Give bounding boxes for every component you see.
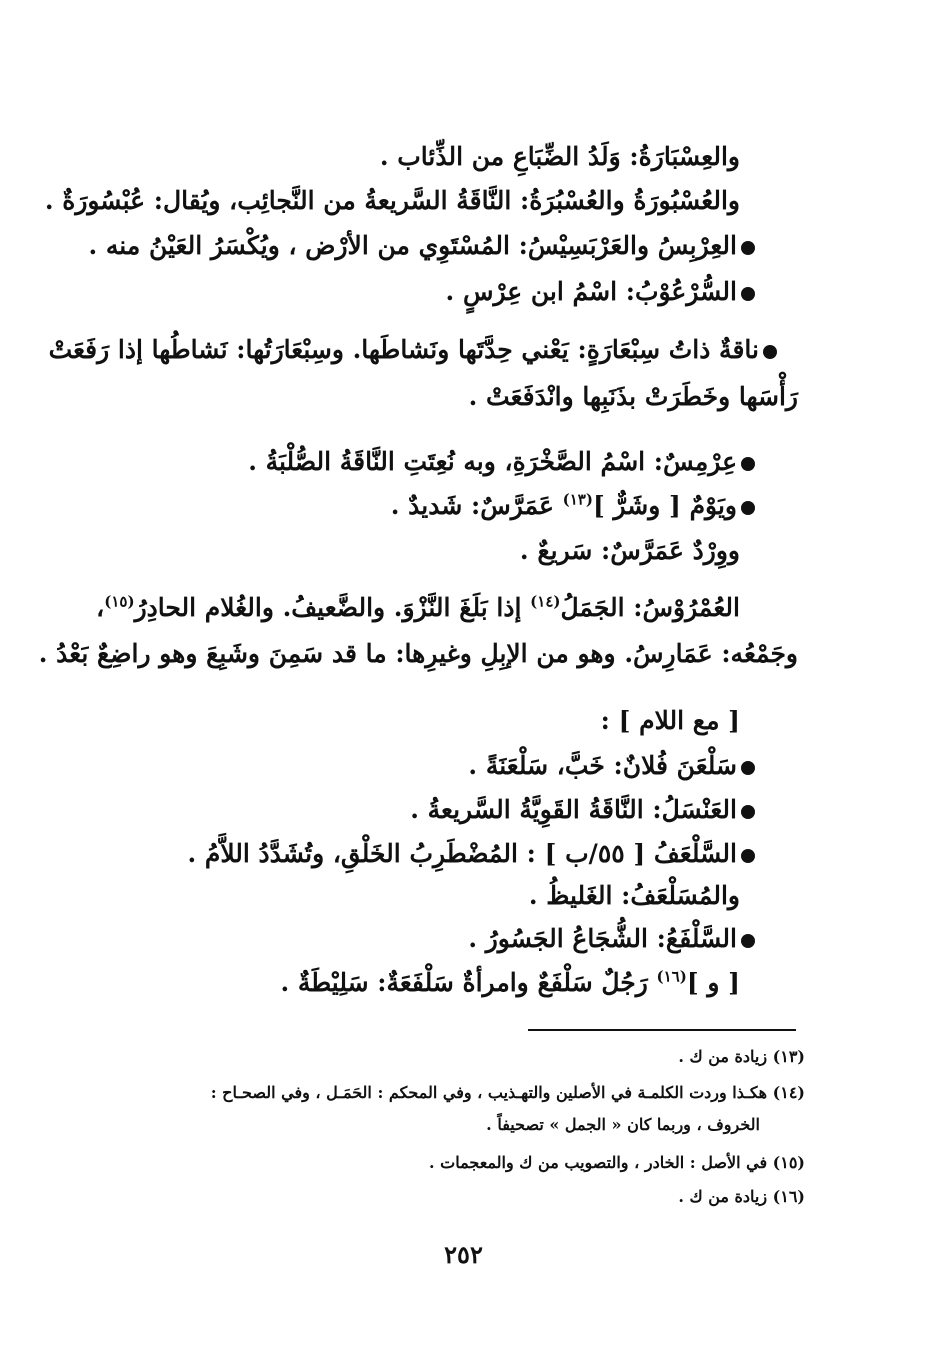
footnote: (١٥) في الأصل : الخادر ، والتصويب من ك والمعجمات . [429, 1153, 805, 1172]
entry-line: السُّرْعُوْبُ: اسْمُ ابن عِرْسٍ . [446, 272, 755, 312]
entry-line: رَأْسَها وخَطَرَتْ بذَنَبِها وانْدَفَعَتْ . [468, 382, 798, 411]
bullet-icon [741, 457, 755, 471]
footnote: (١٣) زيادة من ك . [678, 1047, 805, 1066]
footnote-ref: (١٣) [562, 490, 593, 509]
entry-line: ويَوْمٌ [ وشَرٌّ ]$^{(١٣)}$ عَمَرَّسٌ: شَديدٌ . [391, 486, 755, 526]
bullet-icon [741, 805, 755, 819]
footnote-ref: (١٦) [656, 967, 687, 986]
footnote-ref: (١٥) [104, 592, 135, 611]
entry-line: سَلْعَنَ فُلانٌ: خَبَّ، سَلْعَنَةً . [468, 746, 755, 786]
footnote: الخروف ، وربما كان « الجمل » تصحيفاً . [486, 1115, 760, 1134]
footnote: (١٤) هكـذا وردت الكلمـة في الأصلين والتهـذيب ، وفي المحكم : الحَمَـل ، وفي الصحـاح : [210, 1083, 805, 1102]
bullet-icon [741, 241, 755, 255]
footnote: (١٦) زيادة من ك . [678, 1187, 805, 1206]
bullet-icon [741, 849, 755, 863]
bullet-icon [741, 934, 755, 948]
entry-line: العِرْبِسُ والعَرْبَسِيْسُ: المُسْتَوِي من الأرْض ، ويُكْسَرُ العَيْنُ منه . [89, 226, 756, 266]
footnote-ref: (١٤) [530, 592, 561, 611]
section-heading: [ مع اللام ] : [600, 706, 740, 735]
entry-line: والعُسْبُورَةُ والعُسْبُرَةُ: النَّاقَةُ السَّريعةُ من النَّجائِب، ويُقال: عُبْسُورَةٌ . [44, 186, 740, 215]
entry-line: العَنْسَلُ: النَّاقَةُ القَوِيَّةُ السَّريعةُ . [410, 790, 755, 830]
entry-line: السَّلْفَعُ: الشُّجَاعُ الجَسُورُ . [468, 919, 755, 959]
footnote-separator [528, 1029, 796, 1031]
bullet-icon [741, 501, 755, 515]
entry-line: ووِرْدٌ عَمَرَّسٌ: سَريعٌ . [519, 536, 740, 565]
bullet-icon [741, 287, 755, 301]
entry-line: ناقةٌ ذاتُ سِبْعَارَةٍ: يَعْني حِدَّتَها ونَشاطَها. وسِبْعَارَتُها: نَشاطُها إذا رَفَعَتْ [49, 330, 777, 370]
page-number: ٢٥٢ [444, 1240, 483, 1269]
bullet-icon [763, 345, 777, 359]
entry-line: [ و ]$^{(١٦)}$ رَجُلٌ سَلْفَعٌ وامرأةٌ سَلْفَعَةٌ: سَلِيْطَةٌ . [280, 967, 740, 997]
bullet-icon [741, 761, 755, 775]
entry-line: العُمْرُوْسُ: الجَمَلُ$^{(١٤)}$ إذا بَلَغَ النَّزْوَ. والضَّعيفُ. والغُلام الحادِرُ$^{(١٥)}$، [96, 592, 740, 622]
entry-line: والمُسَلْعَفُ: الغَليظُ . [528, 881, 740, 910]
entry-line: وجَمْعُه: عَمَارِسُ. وهو من الإبِلِ وغيرِها: ما قد سَمِنَ وشَبِعَ وهو راضِعٌ بَعْدُ . [38, 639, 798, 668]
entry-line: والعِسْبَارَةُ: وَلَدُ الضِّبَاعِ من الذِّئاب . [379, 142, 740, 171]
entry-line: السَّلْعَفُ [ ٥٥/ب ] : المُضْطَرِبُ الخَلْقِ، وتُشَدَّدُ اللاَّمُ . [187, 834, 755, 874]
entry-line: عِرْمِسٌ: اسْمُ الصَّخْرَةِ، وبه نُعِتَتِ النَّاقَةُ الصُّلْبَةُ . [248, 442, 755, 482]
